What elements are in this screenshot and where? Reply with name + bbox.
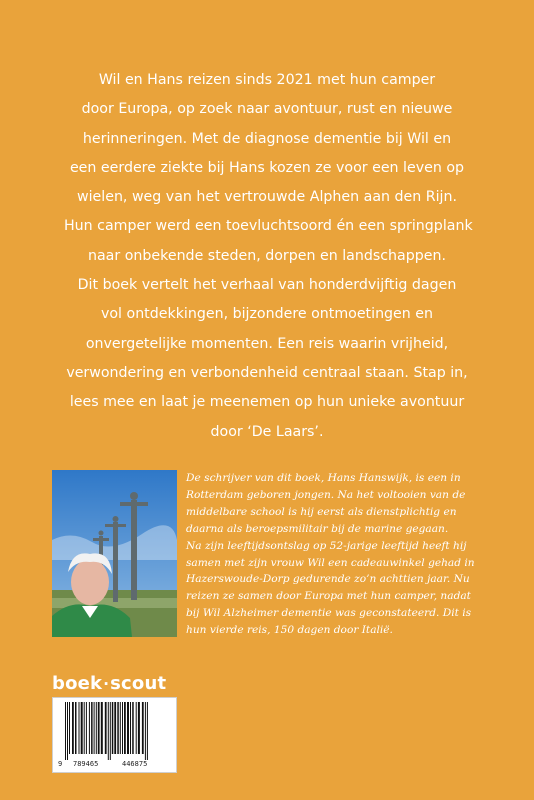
book-blurb (64, 66, 473, 447)
barcode-bar (132, 702, 134, 754)
barcode-bar (89, 702, 90, 754)
barcode-bar (114, 702, 116, 754)
barcode-bar (122, 702, 123, 754)
barcode-bar (112, 702, 114, 754)
barcode-bar (79, 702, 80, 754)
barcode-bar (91, 702, 93, 754)
blurb-line: wielen, weg van het vertrouwde Alphen aan den Rijn. (77, 189, 457, 206)
publisher-name-part1: boek (52, 673, 103, 694)
blurb-line: onvergetelijke momenten. Een reis waarin vrijheid, (85, 335, 449, 352)
barcode-bar (101, 702, 103, 754)
bio-line: bij Wil Alzheimer dementie was geconstateerd. Dit is (186, 607, 472, 620)
blurb-line: Wil en Hans reizen sinds 2021 met hun camper (98, 72, 436, 88)
barcode-digit-first: 9 (58, 760, 63, 768)
bio-line: middelbare school is hij eerst als dienstplichtig en (186, 505, 457, 518)
barcode-bars (53, 698, 176, 760)
barcode-digits (53, 758, 178, 772)
barcode-bar (138, 702, 140, 754)
bio-line: Na zijn leeftijdsontslag op 52-jarige leeftijd heeft hij (186, 539, 467, 552)
author-photo (52, 470, 177, 637)
barcode-bar (117, 702, 119, 754)
blurb-line: vol ontdekkingen, bijzondere ontmoetingen en (100, 306, 434, 323)
blurb-line: door Europa, op zoek naar avontuur, rust en nieuwe (81, 101, 453, 118)
barcode-bar (69, 702, 70, 754)
barcode-bar (110, 702, 111, 760)
blurb-line: Hun camper werd een toevluchtsoord én een springplank (64, 218, 473, 235)
bio-line: Rotterdam geboren jongen. Na het voltooien van de (186, 488, 466, 501)
bio-line: reizen ze samen door Europa met hun camper, nadat (186, 590, 471, 603)
bio-line: hun vierde reis, 150 dagen door Italië. (186, 624, 393, 637)
barcode-bar (136, 702, 137, 754)
blurb-line: lees mee en laat je meenemen op hun unieke avontuur (69, 394, 465, 411)
barcode-bar (65, 702, 66, 760)
barcode-bar (130, 702, 131, 754)
isbn-barcode (52, 697, 177, 773)
barcode-bar (124, 702, 126, 754)
bio-line: Hazerswoude-Dorp gedurende zo’n achttien jaar. Nu (186, 573, 470, 586)
barcode-bar (120, 702, 121, 754)
barcode-digits-right: 446875 (122, 760, 148, 768)
barcode-bar (96, 702, 97, 754)
publisher-separator: · (103, 675, 110, 693)
barcode-bar (127, 702, 129, 754)
blurb-line: een eerdere ziekte bij Hans kozen ze voor een leven op (69, 159, 465, 176)
blurb-line: naar onbekende steden, dorpen en landschappen. (88, 247, 446, 264)
barcode-bar (147, 702, 148, 760)
blurb-line: herinneringen. Met de diagnose dementie bij Wil en (82, 130, 452, 147)
barcode-bar (94, 702, 95, 754)
barcode-bar (105, 702, 107, 754)
bio-line: daarna als beroepsmilitair bij de marine gegaan. (186, 522, 449, 535)
publisher-name-part2: scout (110, 673, 167, 694)
blurb-line: Dit boek vertelt het verhaal van honderdvijftig dagen (77, 277, 457, 294)
author-bio (186, 470, 486, 639)
bio-line: De schrijver van dit boek, Hans Hanswijk, is een in (186, 472, 461, 484)
barcode-digits-left: 789465 (73, 760, 99, 768)
blurb-line: door ‘De Laars’. (210, 423, 324, 440)
barcode-bar (86, 702, 87, 754)
barcode-bar (84, 702, 85, 754)
barcode-bar (145, 702, 146, 760)
barcode-bar (72, 702, 74, 754)
barcode-bar (75, 702, 77, 754)
barcode-bar (67, 702, 68, 760)
barcode-bar (98, 702, 100, 754)
barcode-bar (142, 702, 144, 754)
publisher-logo (52, 673, 166, 694)
bio-line: samen met zijn vrouw Wil een cadeauwinkel gehad in (186, 556, 475, 569)
barcode-bar (81, 702, 83, 754)
blurb-line: verwondering en verbondenheid centraal staan. Stap in, (66, 364, 468, 381)
barcode-bar (108, 702, 109, 760)
